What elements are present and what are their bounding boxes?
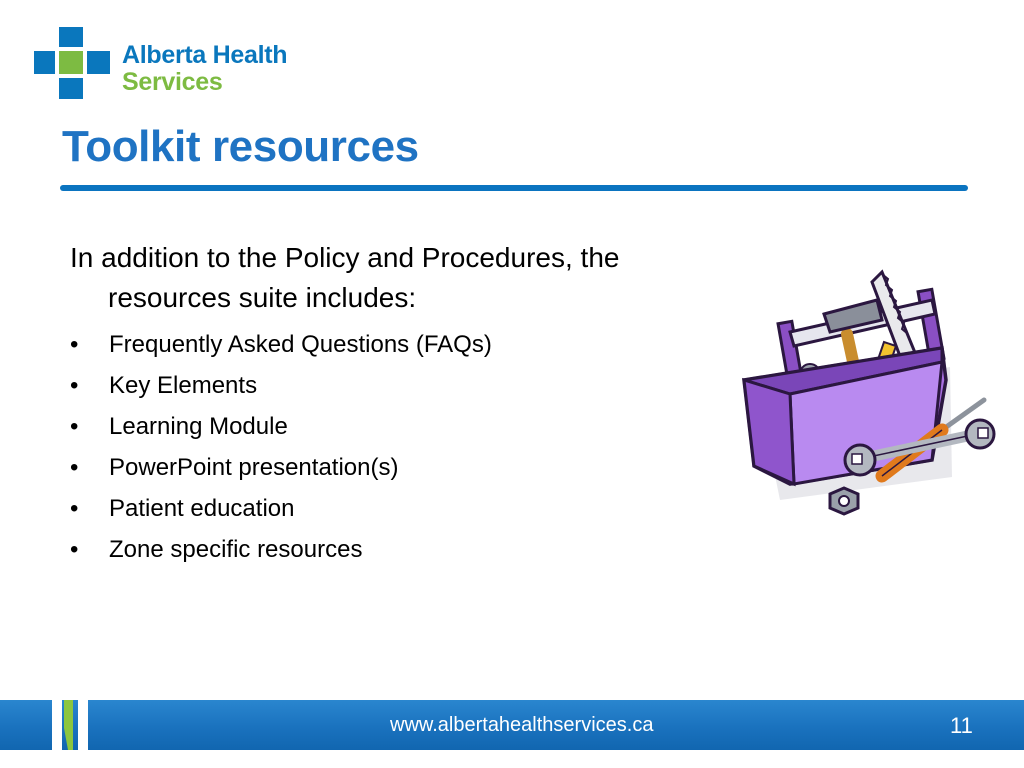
slide-body xyxy=(70,238,730,570)
logo-wordmark xyxy=(122,42,287,96)
logo-line-2: Services xyxy=(122,68,223,96)
slide-title: Toolkit resources xyxy=(62,122,419,171)
bullet-icon: • xyxy=(70,536,79,563)
list-item-text: Key Elements xyxy=(109,372,258,399)
toolbox-illustration-icon xyxy=(732,262,1000,524)
logo-line-1: Alberta Health xyxy=(122,41,288,69)
list-item xyxy=(70,406,730,447)
list-item xyxy=(70,324,730,365)
ahs-footer-logo-icon xyxy=(52,700,92,750)
list-item-text: Frequently Asked Questions (FAQs) xyxy=(109,331,492,358)
bullet-icon: • xyxy=(70,331,79,358)
list-item xyxy=(70,447,730,488)
page-number: 11 xyxy=(950,713,973,738)
list-item xyxy=(70,529,730,570)
bullet-icon: • xyxy=(70,495,79,522)
list-item-text: PowerPoint presentation(s) xyxy=(109,454,399,481)
list-item-text: Zone specific resources xyxy=(109,536,363,563)
bullet-icon: • xyxy=(70,413,79,440)
title-divider xyxy=(60,185,968,191)
resource-list xyxy=(70,324,730,570)
list-item-text: Learning Module xyxy=(109,413,288,440)
footer-website-link[interactable]: www.albertahealthservices.ca xyxy=(390,714,654,736)
footer-bar xyxy=(0,700,1024,750)
bullet-icon: • xyxy=(70,454,79,481)
ahs-logo xyxy=(34,27,294,99)
list-item-text: Patient education xyxy=(109,495,295,522)
intro-paragraph: In addition to the Policy and Procedures, the resources suite includes: xyxy=(70,242,620,313)
bullet-icon: • xyxy=(70,372,79,399)
ahs-cross-logo-icon xyxy=(34,27,110,99)
list-item xyxy=(70,488,730,529)
list-item xyxy=(70,365,730,406)
